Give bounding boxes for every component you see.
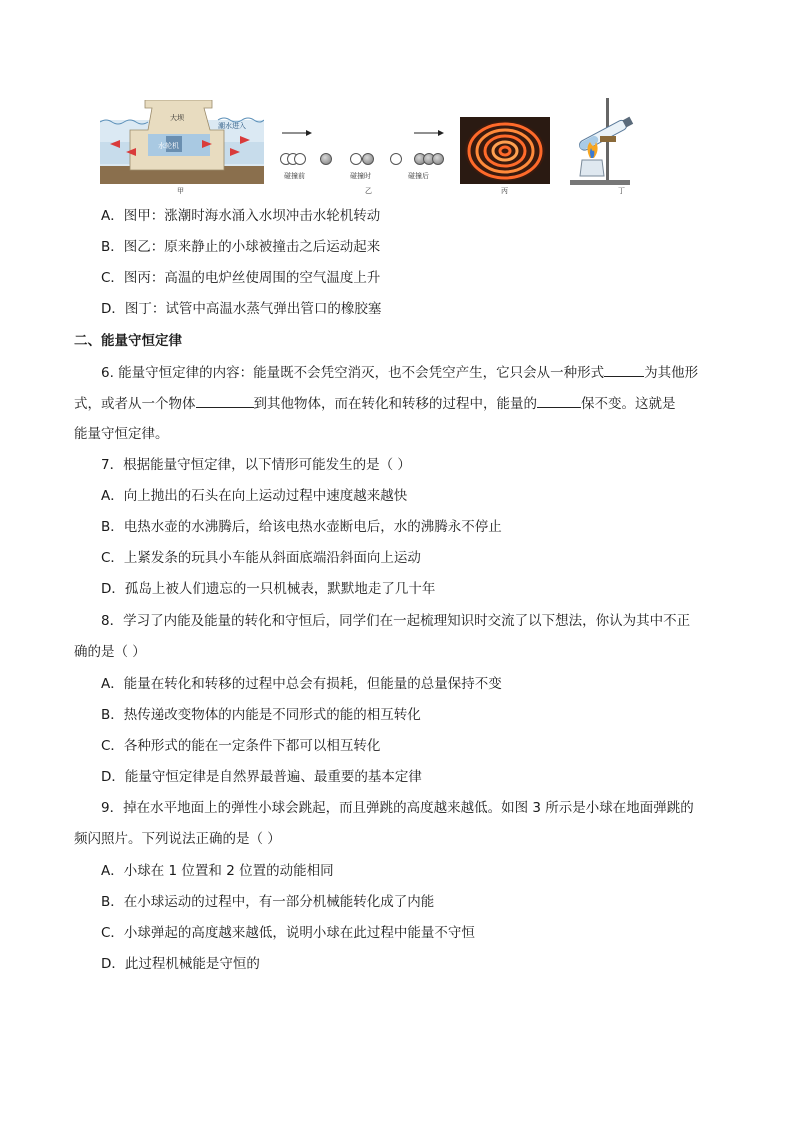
ball-icon [294,153,306,165]
q9-option-b: B．在小球运动的过程中，有一部分机械能转化成了内能 [101,894,435,910]
ball-icon [320,153,332,165]
q8-option-c: C．各种形式的能在一定条件下都可以相互转化 [101,738,381,754]
figure-jia-caption: 甲 [177,187,184,195]
q6-line-3: 能量守恒定律。 [74,426,169,442]
turbine-label: 水轮机 [158,142,179,150]
q5-option-a: A．图甲：涨潮时海水涌入水坝冲击水轮机转动 [101,208,381,224]
q6-line-1 [101,362,698,383]
q7-stem: 7．根据能量守恒定律，以下情形可能发生的是（ ） [101,457,411,473]
q7-option-c: C．上紧发条的玩具小车能从斜面底端沿斜面向上运动 [101,550,421,566]
q5-option-c: C．图丙：高温的电炉丝使周围的空气温度上升 [101,270,381,286]
figure-yi-collision [278,125,454,185]
q6-text-3: 式，或者从一个物体 [74,396,196,412]
q9-option-c: C．小球弹起的高度越来越低，说明小球在此过程中能量不守恒 [101,925,475,941]
tide-label: 潮水进入 [218,122,246,130]
figure-ding-test-tube [560,98,640,186]
figure-yi-caption: 乙 [365,187,372,195]
q8-option-d: D．能量守恒定律是自然界最普遍、最重要的基本定律 [101,769,422,785]
figure-jia-tidal-dam [100,100,264,186]
q8-option-b: B．热传递改变物体的内能是不同形式的能的相互转化 [101,707,421,723]
ball-icon [432,153,444,165]
q6-blank-2[interactable] [196,393,254,408]
q8-stem-line-2: 确的是（ ） [74,644,146,660]
q8-option-a: A．能量在转化和转移的过程中总会有损耗，但能量的总量保持不变 [101,676,502,692]
before-label: 碰撞前 [284,172,305,180]
q6-text-4: 到其他物体，而在转化和转移的过程中，能量的 [253,396,537,412]
ball-icon [362,153,374,165]
q6-text-2: 为其他形 [644,365,699,381]
q7-option-b: B．电热水壶的水沸腾后，给该电热水壶断电后，水的沸腾永不停止 [101,519,502,535]
q6-blank-3[interactable] [537,393,581,408]
arrow-icon [278,125,454,137]
q9-stem-line-1: 9．掉在水平地面上的弹性小球会跳起，而且弹跳的高度越来越低。如图 3 所示是小球在地面弹跳的 [101,800,694,816]
during-label: 碰撞时 [350,172,371,180]
figure-bing-stove-coil [460,117,550,184]
figure-ding-caption: 丁 [618,187,625,195]
q9-option-d: D．此过程机械能是守恒的 [101,956,260,972]
after-label: 碰撞后 [408,172,429,180]
q5-option-d: D．图丁：试管中高温水蒸气弹出管口的橡胶塞 [101,301,382,317]
q5-option-b: B．图乙：原来静止的小球被撞击之后运动起来 [101,239,381,255]
figure-bing-caption: 丙 [501,187,508,195]
q6-blank-1[interactable] [604,362,644,377]
ball-icon [350,153,362,165]
q7-option-d: D．孤岛上被人们遗忘的一只机械表，默默地走了几十年 [101,581,436,597]
q9-stem-line-2: 频闪照片。下列说法正确的是（ ） [74,831,281,847]
ball-icon [390,153,402,165]
section-heading: 二、能量守恒定律 [74,333,182,349]
q8-stem-line-1: 8．学习了内能及能量的转化和守恒后，同学们在一起梳理知识时交流了以下想法，你认为其中不正 [101,613,691,629]
dam-label: 大坝 [170,114,184,122]
q6-text-5: 保不变。这就是 [581,396,676,412]
q7-option-a: A．向上抛出的石头在向上运动过程中速度越来越快 [101,488,408,504]
q6-text-1: 6. 能量守恒定律的内容：能量既不会凭空消灭，也不会凭空产生，它只会从一种形式 [101,365,605,381]
q9-option-a: A．小球在 1 位置和 2 位置的动能相同 [101,863,334,879]
q6-line-2 [74,393,676,414]
